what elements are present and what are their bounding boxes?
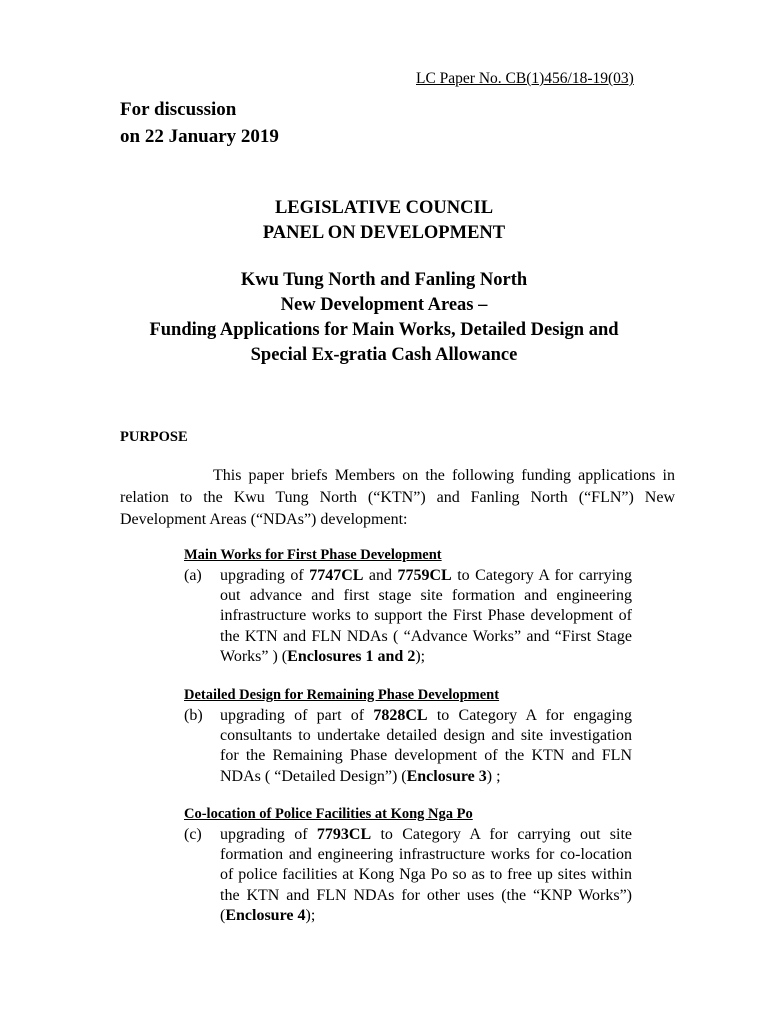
document-title <box>0 268 768 368</box>
enclosure-ref: Enclosure 4 <box>225 906 306 924</box>
project-code: 7747CL <box>309 567 364 584</box>
item-label: (b) <box>184 707 203 724</box>
purpose-intro-paragraph: This paper briefs Members on the following funding applications in relation to the Kwu Tung North (“KTN”) and Fanling North (“FLN”) New Development Areas (“NDAs”) development: <box>120 467 675 528</box>
title-line: Funding Applications for Main Works, Detailed Design and <box>149 320 619 340</box>
item-text: upgrading of 7793CL to Category A for carrying out site formation and engineering infrastructure works for co-location of police facilities at Kong Nga Po so as to free up sites within the KTN and FLN NDAs for other uses (the “KNP Works”) (Enclosure 4); <box>220 826 633 924</box>
item-text: upgrading of 7747CL and 7759CL to Category A for carrying out advance and first stage site formation and engineering infrastructure works to support the First Phase development of the KTN and FLN NDAs ( “Advance Works” and “First Stage Works” ) (Enclosures 1 and 2); <box>220 567 633 665</box>
project-code: 7759CL <box>397 567 452 584</box>
item-label: (a) <box>184 567 202 584</box>
panel-name: PANEL ON DEVELOPMENT <box>262 223 506 243</box>
list-item-b <box>184 706 632 787</box>
lc-paper-number: LC Paper No. CB(1)456/18-19(03) <box>416 70 634 87</box>
discussion-date: on 22 January 2019 <box>120 126 279 147</box>
project-code: 7793CL <box>316 826 372 843</box>
enclosure-ref: Enclosure 3 <box>406 767 487 785</box>
discussion-date-block <box>120 96 279 150</box>
item-label: (c) <box>184 826 202 843</box>
council-heading <box>0 196 768 246</box>
section-heading-police-facilities: Co-location of Police Facilities at Kong Nga Po <box>184 806 473 822</box>
section-heading-main-works: Main Works for First Phase Development <box>184 547 442 563</box>
council-name: LEGISLATIVE COUNCIL <box>274 198 494 218</box>
list-item-a <box>184 566 632 667</box>
enclosure-ref: Enclosures 1 and 2 <box>287 647 416 665</box>
title-line: Kwu Tung North and Fanling North <box>240 270 528 290</box>
list-item-c <box>184 825 632 926</box>
for-discussion: For discussion <box>120 99 237 120</box>
title-line: Special Ex-gratia Cash Allowance <box>250 345 518 365</box>
item-text: upgrading of part of 7828CL to Category A for engaging consultants to undertake detailed design and site investigation for the Remaining Phase development of the KTN and FLN NDAs ( “Detailed Design”) (Enclosure 3) ; <box>220 707 633 785</box>
section-heading-detailed-design: Detailed Design for Remaining Phase Development <box>184 687 500 703</box>
purpose-heading: PURPOSE <box>120 429 188 445</box>
title-line: New Development Areas – <box>280 295 488 315</box>
project-code: 7828CL <box>373 707 428 724</box>
